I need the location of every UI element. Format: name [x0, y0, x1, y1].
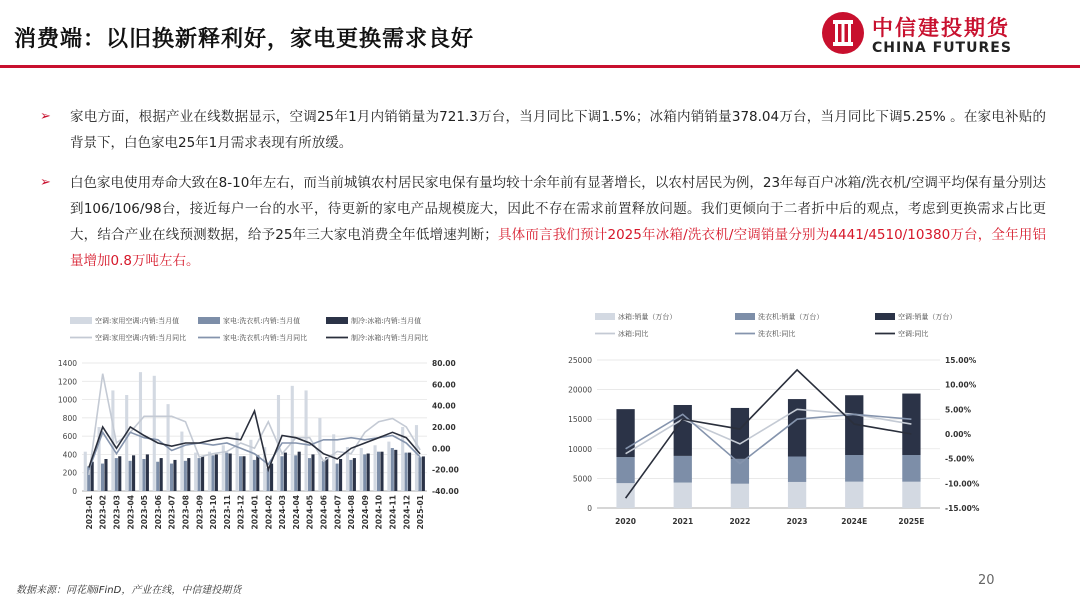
legend-swatch — [198, 317, 220, 324]
bar — [418, 457, 421, 491]
x-axis-tick-label: 2024-06 — [319, 495, 329, 530]
bar — [180, 432, 183, 491]
bar — [142, 459, 145, 491]
bullet-arrow-icon: ➢ — [40, 175, 51, 190]
company-logo — [820, 8, 1070, 64]
x-axis-tick-label: 2024-08 — [347, 495, 357, 530]
legend-swatch — [595, 313, 615, 320]
bar — [374, 445, 377, 491]
legend-label: 空调:家用空调:内销:当月值 — [95, 317, 180, 325]
legend-swatch — [875, 313, 895, 320]
legend-label: 空调:同比 — [898, 330, 929, 338]
monthly-appliance-sales-chart — [40, 308, 470, 553]
x-axis-tick-label: 2023-01 — [84, 495, 94, 530]
x-axis-tick-label: 2024-02 — [264, 495, 274, 530]
bar — [291, 386, 294, 491]
bullet-highlight-text: 具体而言我们预计2025年冰箱/洗衣机/空调销量分别为4441/4510/10380万台，全年用铝量增加0.8万吨左右。 — [70, 227, 1046, 269]
y2-axis-tick-label: -5.00% — [945, 454, 975, 464]
bar — [731, 484, 749, 508]
x-axis-tick-label: 2023-09 — [195, 495, 205, 530]
x-axis-tick-label: 2024E — [841, 517, 868, 526]
y-axis-tick-label: 1400 — [57, 359, 77, 368]
bar — [387, 442, 390, 491]
bar — [125, 395, 128, 491]
bar — [129, 461, 132, 491]
page-title: 消费端：以旧换新释利好，家电更换需求良好 — [14, 27, 475, 52]
bar — [902, 394, 920, 455]
bullet-text: 家电方面，根据产业在线数据显示，空调25年1月内销销量为721.3万台，当月同比下调1.5%；冰箱内销销量378.04万台，当月同比下调5.25% 。在家电补贴的背景下，白色家电25年1月需求表现有所放缓。 — [70, 109, 1046, 151]
y2-axis-tick-label: -20.00 — [432, 465, 459, 475]
x-axis-tick-label: 2025-01 — [416, 495, 426, 530]
bar — [422, 456, 425, 491]
y2-axis-tick-label: 10.00% — [945, 380, 977, 390]
legend-swatch — [735, 313, 755, 320]
y2-axis-tick-label: 20.00 — [432, 423, 456, 432]
bar — [674, 483, 692, 508]
bullet-list — [36, 104, 1046, 274]
bar — [153, 376, 156, 491]
y2-axis-tick-label: -40.00 — [432, 487, 459, 496]
y2-axis-tick-label: 60.00 — [432, 380, 456, 390]
legend-label: 冰箱:同比 — [618, 330, 649, 338]
bar — [788, 399, 806, 456]
x-axis-tick-label: 2023-04 — [126, 495, 136, 530]
bar — [298, 452, 301, 491]
bar — [173, 460, 176, 491]
page-number: 20 — [978, 573, 995, 588]
bar — [160, 458, 163, 491]
bar — [394, 450, 397, 491]
y-axis-tick-label: 20000 — [568, 385, 592, 395]
y2-axis-tick-label: 15.00% — [945, 356, 977, 365]
x-axis-tick-label: 2023-12 — [236, 495, 246, 530]
legend-label: 洗衣机:销量（万台） — [758, 313, 824, 321]
bar — [788, 456, 806, 481]
legend-label: 家电:洗衣机:内销:当月值 — [223, 317, 301, 325]
bar — [308, 458, 311, 491]
bar — [215, 454, 218, 491]
bar — [902, 455, 920, 482]
y-axis-tick-label: 1000 — [57, 395, 77, 405]
bar — [902, 482, 920, 508]
bar — [311, 454, 314, 491]
bar — [236, 432, 239, 491]
x-axis-tick-label: 2024-11 — [388, 495, 398, 530]
x-axis-tick-label: 2023 — [786, 517, 808, 526]
y-axis-tick-label: 800 — [62, 413, 77, 423]
bar — [405, 453, 408, 491]
bar — [156, 462, 159, 491]
legend-label: 冰箱:销量（万台） — [618, 313, 677, 321]
data-source-note: 数据来源：同花顺iFinD，产业在线，中信建投期货 — [16, 585, 242, 596]
bar — [194, 453, 197, 491]
logo-chinese-name: 中信建投期货 — [872, 16, 1010, 40]
annual-appliance-sales-chart — [555, 308, 1005, 538]
y2-axis-tick-label: 0.00 — [432, 444, 451, 454]
bar — [391, 448, 394, 491]
bar — [229, 454, 232, 491]
bar — [284, 453, 287, 491]
bar — [115, 458, 118, 491]
legend-label: 洗衣机:同比 — [758, 330, 796, 338]
y2-axis-tick-label: 5.00% — [945, 405, 972, 415]
bar — [377, 452, 380, 491]
bar — [201, 456, 204, 491]
bar — [208, 452, 211, 491]
y-axis-tick-label: 600 — [62, 432, 77, 442]
bar — [380, 452, 383, 491]
y-axis-tick-label: 0 — [72, 487, 77, 496]
bar — [242, 456, 245, 491]
bar — [101, 464, 104, 491]
x-axis-tick-label: 2024-10 — [374, 495, 384, 530]
x-axis-tick-label: 2020 — [615, 517, 637, 526]
bar — [211, 455, 214, 491]
bar — [616, 483, 634, 508]
bullet-text: 白色家电使用寿命大致在8-10年左右，而当前城镇农村居民家电保有量均较十余年前有显著增长，以农村居民为例，23年每百户冰箱/洗衣机/空调平均保有量分别达到106/106/98台，接近每户一台的水平，待更新的家电产品规模庞大，因此不存在需求前置释放问题。我们更倾向于二者折中后的观点，考虑到更换需求占比更大，结合产业在线预测数据，给予25年三大家电消费全年低增速判断； — [70, 175, 1046, 243]
x-axis-tick-label: 2024-04 — [291, 495, 301, 530]
x-axis-tick-label: 2024-12 — [402, 495, 412, 530]
logo-english-name: CHINA FUTURES — [872, 40, 1012, 56]
y2-axis-tick-label: 40.00 — [432, 401, 456, 411]
bar — [198, 458, 201, 491]
bar — [280, 456, 283, 491]
x-axis-tick-label: 2024-01 — [250, 495, 260, 530]
bar — [170, 464, 173, 491]
bar — [415, 425, 418, 491]
y-axis-tick-label: 5000 — [572, 474, 592, 484]
x-axis-tick-label: 2023-11 — [222, 495, 232, 530]
y-axis-tick-label: 10000 — [568, 444, 592, 454]
header-divider — [0, 65, 1080, 68]
bar — [256, 455, 259, 491]
bar — [674, 405, 692, 456]
x-axis-tick-label: 2023-10 — [209, 495, 219, 530]
y-axis-tick-label: 1200 — [57, 377, 77, 387]
series-line — [626, 370, 912, 498]
bar — [225, 453, 228, 491]
y-axis-tick-label: 200 — [62, 468, 77, 478]
bar — [322, 461, 325, 491]
bar — [616, 457, 634, 483]
bar — [845, 482, 863, 508]
bar — [146, 454, 149, 491]
y2-axis-tick-label: 0.00% — [945, 430, 972, 439]
bar — [363, 454, 366, 491]
y-axis-tick-label: 25000 — [568, 356, 592, 365]
bar — [367, 454, 370, 491]
bar — [731, 408, 749, 459]
bar — [339, 459, 342, 491]
bar — [84, 452, 87, 491]
bar — [349, 460, 352, 491]
bar — [91, 462, 94, 491]
x-axis-tick-label: 2024-05 — [305, 495, 315, 530]
bullet-item — [36, 170, 1046, 274]
bar — [788, 482, 806, 508]
x-axis-tick-label: 2023-06 — [153, 495, 163, 530]
bullet-item — [36, 104, 1046, 156]
bar — [118, 456, 121, 491]
legend-label: 制冷:冰箱:内销:当月值 — [351, 317, 422, 325]
bar — [360, 448, 363, 491]
x-axis-tick-label: 2023-05 — [140, 495, 150, 530]
x-axis-tick-label: 2021 — [672, 517, 694, 526]
bar — [845, 455, 863, 482]
bar — [139, 372, 142, 491]
bullet-arrow-icon: ➢ — [40, 109, 51, 124]
bar — [239, 456, 242, 491]
x-axis-tick-label: 2025E — [898, 517, 925, 526]
legend-label: 空调:销量（万台） — [898, 313, 957, 321]
x-axis-tick-label: 2023-08 — [181, 495, 191, 530]
legend-swatch — [326, 317, 348, 324]
y-axis-tick-label: 0 — [587, 504, 592, 513]
x-axis-tick-label: 2023-03 — [112, 495, 122, 530]
bar — [353, 458, 356, 491]
legend-label: 空调:家用空调:内销:当月同比 — [95, 334, 187, 342]
bar — [332, 434, 335, 491]
bar — [325, 457, 328, 491]
bar — [294, 455, 297, 491]
bar — [270, 464, 273, 491]
bar — [674, 456, 692, 483]
x-axis-tick-label: 2024-07 — [333, 495, 343, 530]
x-axis-tick-label: 2023-02 — [98, 495, 108, 530]
y2-axis-tick-label: -15.00% — [945, 504, 980, 513]
bar — [253, 460, 256, 491]
bar — [184, 461, 187, 491]
y2-axis-tick-label: -10.00% — [945, 479, 980, 489]
y-axis-tick-label: 400 — [62, 450, 77, 460]
bar — [104, 459, 107, 491]
bar — [408, 453, 411, 491]
series-line — [89, 374, 420, 475]
x-axis-tick-label: 2024-03 — [278, 495, 288, 530]
legend-label: 制冷:冰箱:内销:当月同比 — [351, 334, 429, 342]
bar — [132, 455, 135, 491]
citic-logo-icon — [820, 10, 866, 56]
x-axis-tick-label: 2024-09 — [360, 495, 370, 530]
legend-label: 家电:洗衣机:内销:当月同比 — [223, 334, 308, 342]
x-axis-tick-label: 2023-07 — [167, 495, 177, 530]
bar — [336, 464, 339, 491]
x-axis-tick-label: 2022 — [729, 517, 751, 526]
bar — [187, 458, 190, 491]
y-axis-tick-label: 15000 — [568, 415, 592, 425]
legend-swatch — [70, 317, 92, 324]
y2-axis-tick-label: 80.00 — [432, 359, 456, 368]
